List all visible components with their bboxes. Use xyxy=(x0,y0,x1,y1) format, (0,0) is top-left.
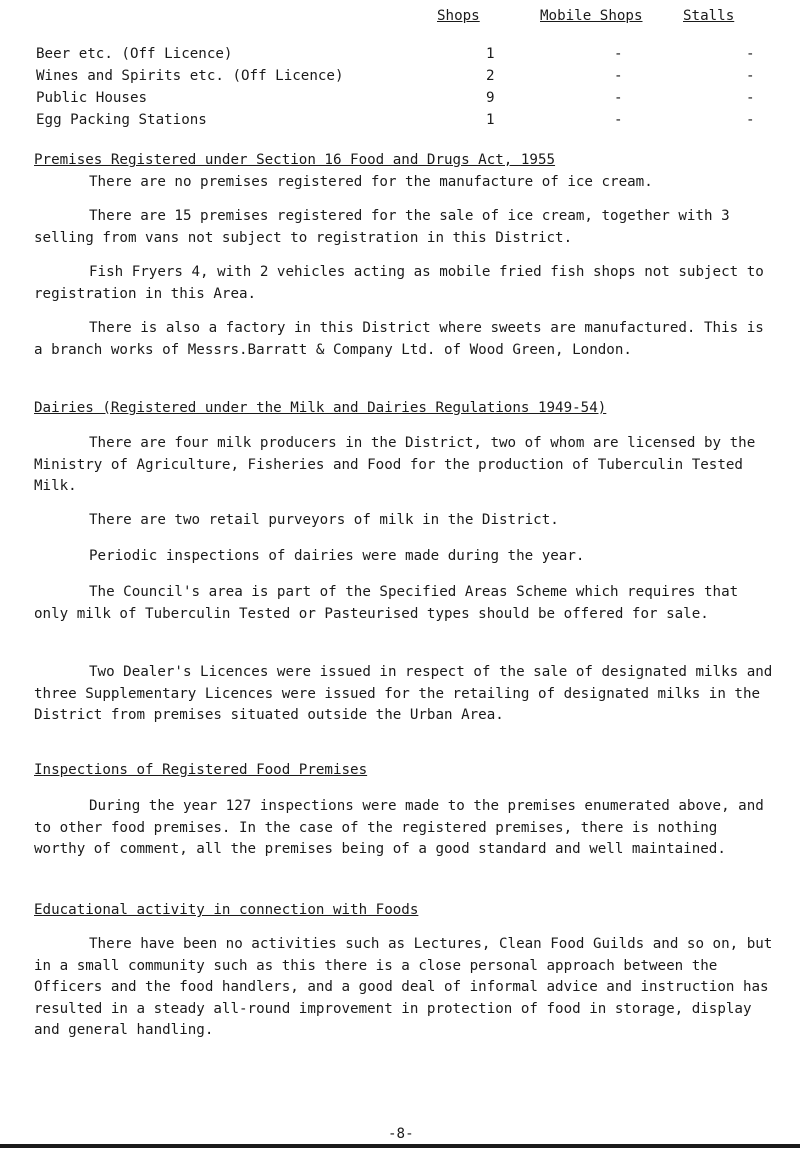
row-label: Public Houses xyxy=(36,90,148,106)
column-header-shops: Shops xyxy=(437,8,480,24)
table-header xyxy=(0,6,800,28)
paragraph: Two Dealer's Licences were issued in respect of the sale of designated milks and three Supplementary Licences were issued for the retailing of designated milks in the District from premises situated outside the Urban Area. xyxy=(34,664,773,723)
paragraph: There have been no activities such as Lectures, Clean Food Guilds and so on, but in a small community such as this there is a close personal approach between the Officers and the food handlers, and a good deal of informal advice and instruction has resulted in a steady all-round improvement in protection of food in storage, display and general handling. xyxy=(34,936,773,1038)
section-heading-educational-activity: Educational activity in connection with Foods xyxy=(34,902,419,918)
paragraph: There are 15 premises registered for the sale of ice cream, together with 3 selling from vans not subject to registration in this District. xyxy=(34,208,730,246)
stalls-value: - xyxy=(746,90,755,106)
mobile-value: - xyxy=(614,68,623,84)
row-label: Wines and Spirits etc. (Off Licence) xyxy=(36,68,344,84)
table-row xyxy=(36,44,796,66)
shops-value: 2 xyxy=(486,68,495,84)
stalls-value: - xyxy=(746,112,755,128)
table-row xyxy=(36,110,796,132)
table-row xyxy=(36,66,796,88)
paragraph: Fish Fryers 4, with 2 vehicles acting as mobile fried fish shops not subject to registration in this Area. xyxy=(34,264,764,302)
mobile-value: - xyxy=(614,90,623,106)
table-row xyxy=(36,88,796,110)
stalls-value: - xyxy=(746,68,755,84)
paragraph: There are no premises registered for the manufacture of ice cream. xyxy=(89,174,653,190)
bottom-rule xyxy=(0,1144,800,1148)
paragraph: Periodic inspections of dairies were made during the year. xyxy=(89,548,585,564)
paragraph: There is also a factory in this District where sweets are manufactured. This is a branch works of Messrs.Barratt & Company Ltd. of Wood Green, London. xyxy=(34,320,764,358)
column-header-stalls: Stalls xyxy=(683,8,735,24)
section-heading-food-premises: Premises Registered under Section 16 Food and Drugs Act, 1955 xyxy=(34,152,556,168)
paragraph: The Council's area is part of the Specified Areas Scheme which requires that only milk of Tuberculin Tested or Pasteurised types should be offered for sale. xyxy=(34,584,739,622)
paragraph: There are four milk producers in the District, two of whom are licensed by the Ministry of Agriculture, Fisheries and Food for the production of Tuberculin Tested Milk. xyxy=(34,435,756,494)
section-heading-dairies: Dairies (Registered under the Milk and Dairies Regulations 1949-54) xyxy=(34,400,607,416)
section-heading-inspections: Inspections of Registered Food Premises xyxy=(34,762,368,778)
page-number: -8- xyxy=(388,1126,414,1142)
shops-value: 1 xyxy=(486,112,495,128)
mobile-value: - xyxy=(614,46,623,62)
shops-value: 1 xyxy=(486,46,495,62)
paragraph: During the year 127 inspections were made to the premises enumerated above, and to other food premises. In the case of the registered premises, there is nothing worthy of comment, all the premises being of a good standard and well maintained. xyxy=(34,798,764,857)
row-label: Egg Packing Stations xyxy=(36,112,207,128)
shops-value: 9 xyxy=(486,90,495,106)
row-label: Beer etc. (Off Licence) xyxy=(36,46,233,62)
stalls-value: - xyxy=(746,46,755,62)
mobile-value: - xyxy=(614,112,623,128)
column-header-mobile-shops: Mobile Shops xyxy=(540,8,643,24)
paragraph: There are two retail purveyors of milk in the District. xyxy=(89,512,559,528)
